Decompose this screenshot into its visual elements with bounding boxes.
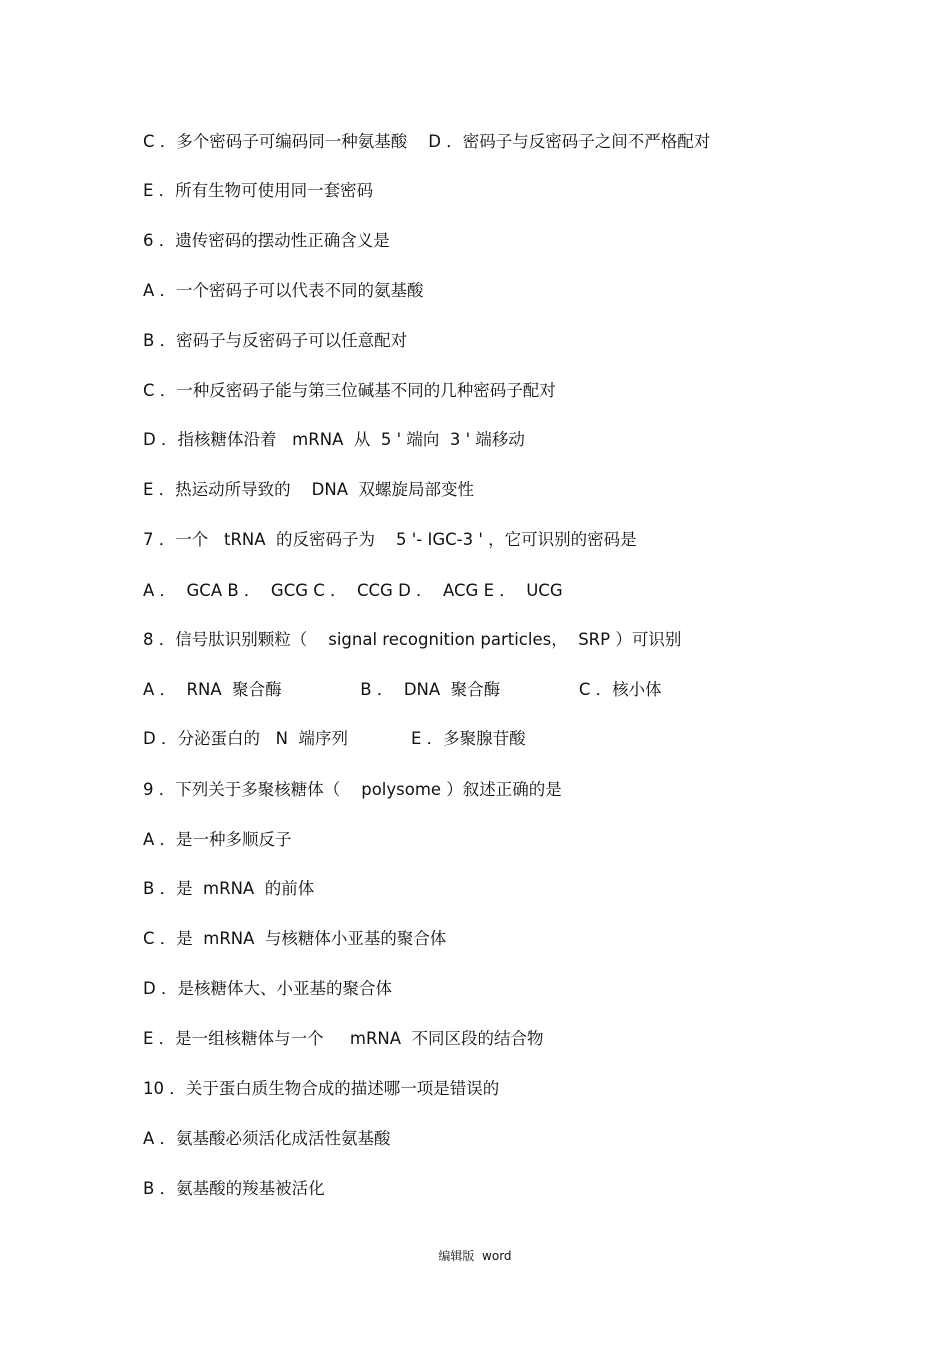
text-line-20: 10 ．关于蛋白质生物合成的描述哪一项是错误的 xyxy=(143,1079,500,1098)
text-line-4: A ．一个密码子可以代表不同的氨基酸 xyxy=(143,281,424,300)
text-line-10: A ． GCA B ． GCG C ． CCG D ． ACG E ． UCG xyxy=(143,581,563,600)
text-line-6: C ．一种反密码子能与第三位碱基不同的几种密码子配对 xyxy=(143,381,556,400)
text-line-1: C ．多个密码子可编码同一种氨基酸 D ．密码子与反密码子之间不严格配对 xyxy=(143,132,711,151)
text-line-11: 8 ．信号肽识别颗粒（ signal recognition particles， SRP ）可识别 xyxy=(143,630,682,649)
text-line-18: D ．是核糖体大、小亚基的聚合体 xyxy=(143,979,392,998)
text-line-2: E ．所有生物可使用同一套密码 xyxy=(143,181,374,200)
text-line-12: A ． RNA 聚合酶 B ． DNA 聚合酶 C ．核小体 xyxy=(143,680,662,699)
text-line-15: A ．是一种多顺反子 xyxy=(143,830,292,849)
text-line-22: B ．氨基酸的羧基被活化 xyxy=(143,1179,325,1198)
text-line-14: 9 ．下列关于多聚核糖体（ polysome ）叙述正确的是 xyxy=(143,780,562,799)
text-line-19: E ．是一组核糖体与一个 mRNA 不同区段的结合物 xyxy=(143,1029,544,1048)
text-line-5: B ．密码子与反密码子可以任意配对 xyxy=(143,331,408,350)
text-line-8: E ．热运动所导致的 DNA 双螺旋局部变性 xyxy=(143,480,474,499)
text-line-17: C ．是 mRNA 与核糖体小亚基的聚合体 xyxy=(143,929,447,948)
text-line-16: B ．是 mRNA 的前体 xyxy=(143,879,315,898)
text-line-21: A ．氨基酸必须活化成活性氨基酸 xyxy=(143,1129,391,1148)
text-line-7: D ．指核糖体沿着 mRNA 从 5 ' 端向 3 ' 端移动 xyxy=(143,430,525,449)
text-line-13: D ．分泌蛋白的 N 端序列 E ．多聚腺苷酸 xyxy=(143,729,526,748)
text-line-3: 6 ．遗传密码的摆动性正确含义是 xyxy=(143,231,390,250)
page-footer: 编辑版 word xyxy=(438,1249,512,1263)
text-line-9: 7 ．一个 tRNA 的反密码子为 5 '- IGC-3 ' ，它可识别的密码是 xyxy=(143,530,637,549)
